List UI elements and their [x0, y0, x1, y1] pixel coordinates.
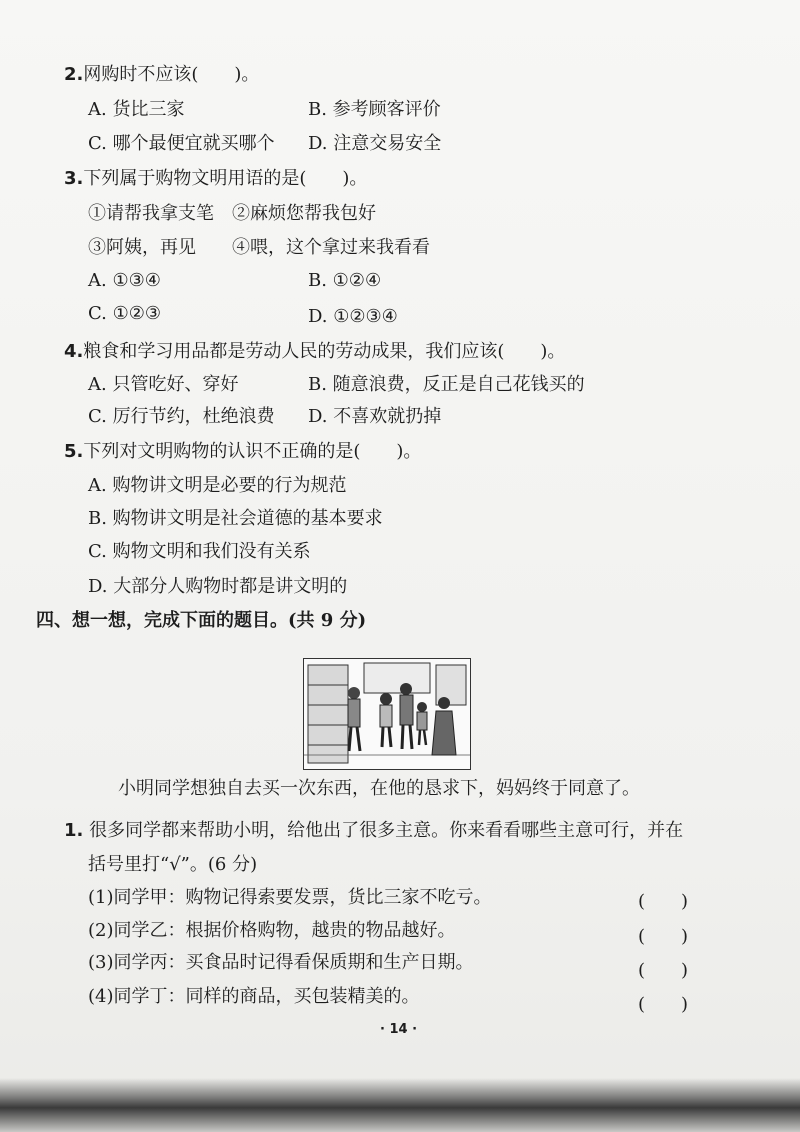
- scan-edge-shadow: [0, 1078, 800, 1132]
- q4-option-b: B. 随意浪费，反正是自己花钱买的: [308, 374, 585, 395]
- answer-blank-1[interactable]: ( ): [638, 891, 689, 912]
- advice-item-4: (4)同学丁：同样的商品，买包装精美的。: [88, 986, 420, 1007]
- shop-illustration: [303, 658, 471, 770]
- section-4-question-1-line-1: 1. 很多同学都来帮助小明，给他出了很多主意。你来看看哪些主意可行，并在: [64, 820, 684, 841]
- q5-option-d: D. 大部分人购物时都是讲文明的: [88, 576, 348, 597]
- q3-option-a: A. ①③④: [88, 270, 161, 291]
- q2-option-b: B. 参考顾客评价: [308, 99, 441, 120]
- q3-option-b: B. ①②④: [308, 270, 382, 291]
- answer-blank-3[interactable]: ( ): [638, 960, 689, 981]
- q5-option-c: C. 购物文明和我们没有关系: [88, 541, 311, 562]
- q4-option-a: A. 只管吃好、穿好: [88, 374, 239, 395]
- q3-phrase-line-2: ③阿姨，再见 ④喂，这个拿过来我看看: [88, 237, 430, 258]
- section-4-title: 四、想一想，完成下面的题目。(共 9 分): [36, 610, 367, 631]
- q3-phrase-line-1: ①请帮我拿支笔 ②麻烦您帮我包好: [88, 203, 376, 224]
- q2-option-a: A. 货比三家: [88, 99, 185, 120]
- q5-option-b: B. 购物讲文明是社会道德的基本要求: [88, 508, 383, 529]
- section-4-question-1-line-2: 括号里打“√”。(6 分): [88, 854, 258, 875]
- page-number: · 14 ·: [380, 1022, 418, 1037]
- scenario-caption: 小明同学想独自去买一次东西，在他的恳求下，妈妈终于同意了。: [118, 778, 640, 799]
- question-4-stem: 4.粮食和学习用品都是劳动人民的劳动成果，我们应该( )。: [64, 341, 566, 362]
- answer-blank-2[interactable]: ( ): [638, 926, 689, 947]
- q3-option-c: C. ①②③: [88, 303, 161, 324]
- q2-option-c: C. 哪个最便宜就买哪个: [88, 133, 275, 154]
- q4-option-d: D. 不喜欢就扔掉: [308, 406, 442, 427]
- advice-item-1: (1)同学甲：购物记得索要发票，货比三家不吃亏。: [88, 887, 492, 908]
- answer-blank-4[interactable]: ( ): [638, 994, 689, 1015]
- q5-option-a: A. 购物讲文明是必要的行为规范: [88, 475, 347, 496]
- advice-item-2: (2)同学乙：根据价格购物，越贵的物品越好。: [88, 920, 456, 941]
- question-3-stem: 3.下列属于购物文明用语的是( )。: [64, 168, 368, 189]
- q2-option-d: D. 注意交易安全: [308, 133, 442, 154]
- shop-scene-drawing: [304, 659, 470, 769]
- question-5-stem: 5.下列对文明购物的认识不正确的是( )。: [64, 441, 422, 462]
- question-2-stem: 2.网购时不应该( )。: [64, 64, 260, 85]
- bleed-through-text: [455, 60, 472, 85]
- q3-option-d: D. ①②③④: [308, 306, 398, 327]
- q4-option-c: C. 厉行节约，杜绝浪费: [88, 406, 275, 427]
- advice-item-3: (3)同学丙：买食品时记得看保质期和生产日期。: [88, 952, 474, 973]
